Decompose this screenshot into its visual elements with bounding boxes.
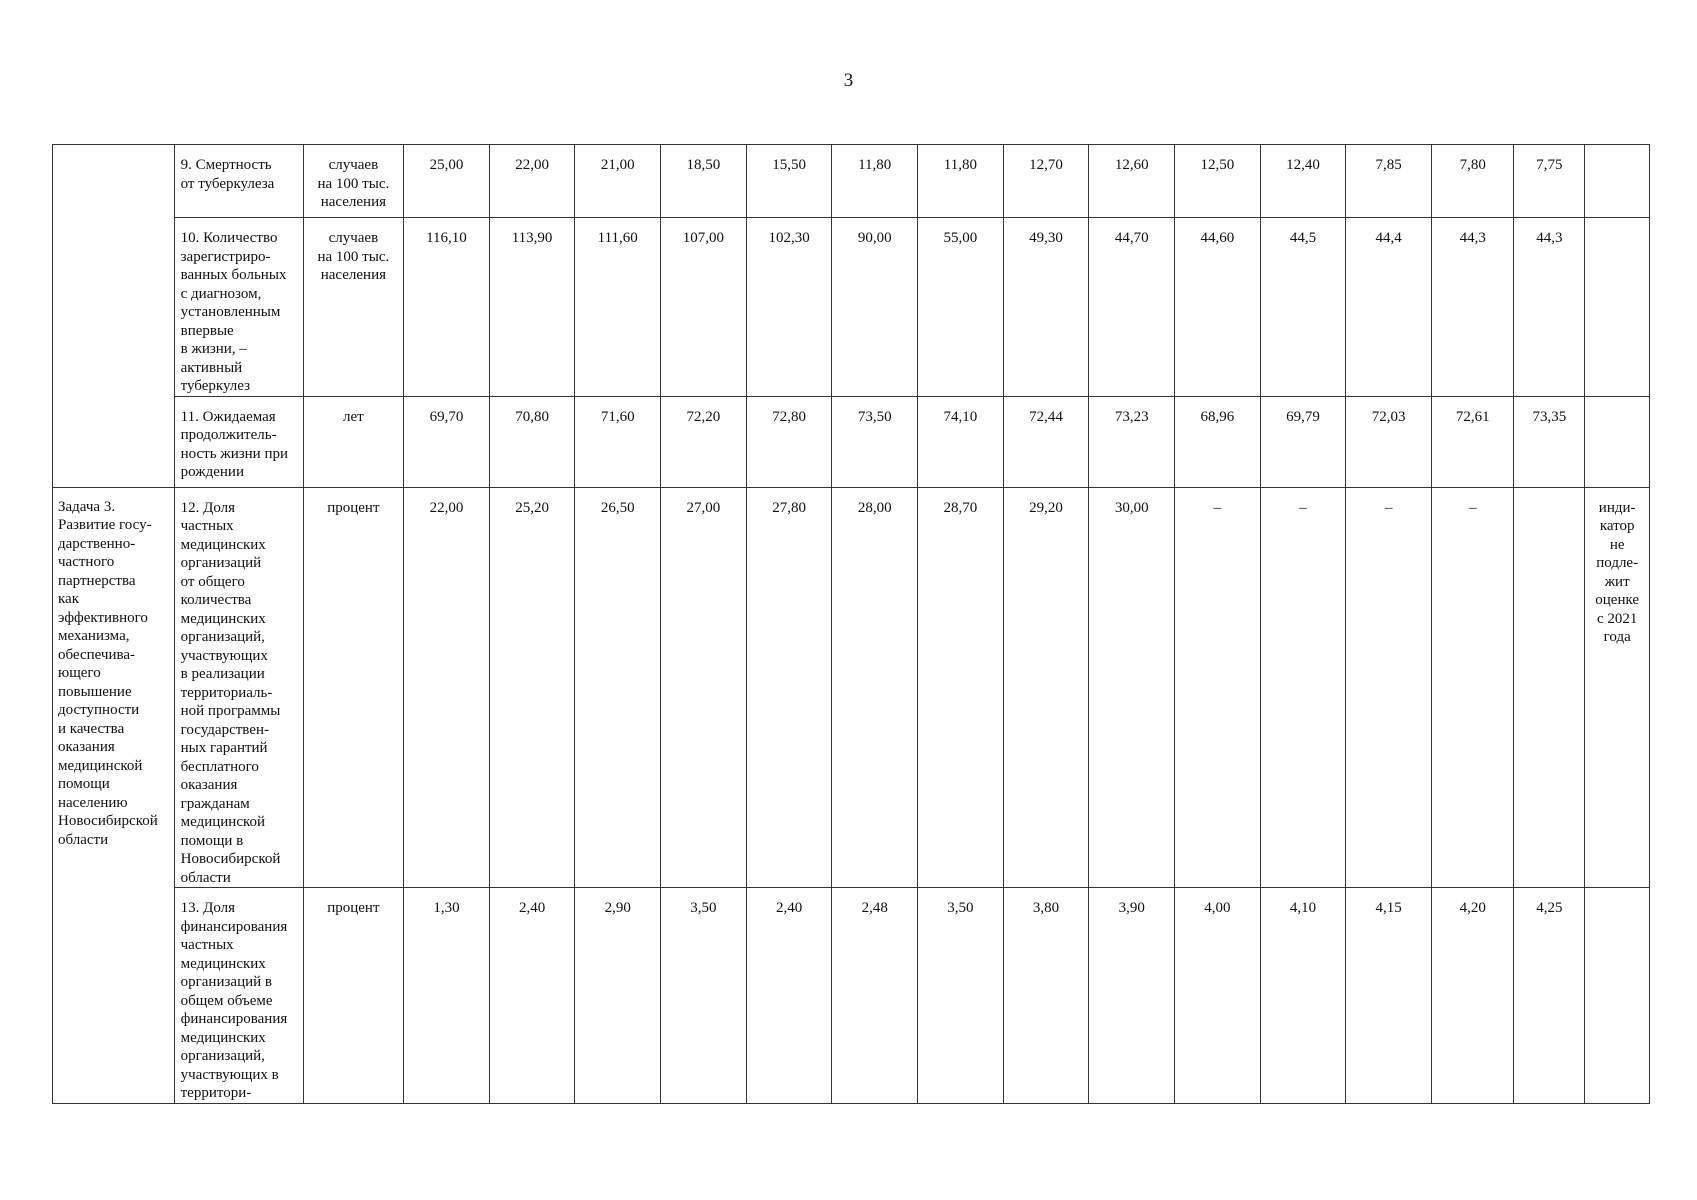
value-cell: 11,80 [918, 145, 1004, 218]
indicator-name-cell [174, 145, 303, 218]
value-cell: 113,90 [489, 218, 575, 397]
value-cell: 28,70 [918, 487, 1004, 888]
indicator-name: 11. Ожидаемая продолжитель- ность жизни при рождении [180, 408, 289, 480]
value-cell: 22,00 [404, 487, 490, 888]
value-cell: 2,90 [575, 888, 661, 1104]
value-cell: 27,00 [661, 487, 747, 888]
value-cell: 30,00 [1089, 487, 1175, 888]
value-cell: 4,25 [1514, 888, 1585, 1104]
note-cell [1585, 218, 1650, 397]
value-cell: – [1260, 487, 1346, 888]
value-cell: 3,80 [1003, 888, 1089, 1104]
unit-cell [303, 396, 403, 487]
value-cell: 90,00 [832, 218, 918, 397]
value-cell: 107,00 [661, 218, 747, 397]
note-text: инди- катор не подле- жит оценке с 2021 года [1595, 499, 1640, 645]
value-cell: 2,40 [489, 888, 575, 1104]
value-cell: 3,50 [918, 888, 1004, 1104]
value-cell: – [1175, 487, 1261, 888]
table-row [53, 487, 1650, 888]
value-cell: 72,20 [661, 396, 747, 487]
value-cell: 116,10 [404, 218, 490, 397]
value-cell: 18,50 [661, 145, 747, 218]
value-cell: 15,50 [746, 145, 832, 218]
value-cell: 44,3 [1431, 218, 1513, 397]
value-cell: – [1431, 487, 1513, 888]
value-cell: 72,61 [1431, 396, 1513, 487]
value-cell: 3,90 [1089, 888, 1175, 1104]
indicator-name: 10. Количество зарегистриро- ванных больных с диагнозом, установленным впервые в жизни, – активный туберкулез [180, 230, 287, 394]
value-cell: 25,00 [404, 145, 490, 218]
value-cell: 72,80 [746, 396, 832, 487]
value-cell: 7,75 [1514, 145, 1585, 218]
value-cell: 12,40 [1260, 145, 1346, 218]
table-row [53, 218, 1650, 397]
value-cell: 71,60 [575, 396, 661, 487]
value-cell: 72,03 [1346, 396, 1432, 487]
value-cell [1514, 487, 1585, 888]
task-3-text: Задача 3. Развитие госу- дарственно- частного партнерства как эффективного механизма, обеспечива- ющего повышение доступности и качества оказания медицинской помощи населению Новосибирской области [58, 498, 158, 848]
value-cell: 44,5 [1260, 218, 1346, 397]
page-number: 3 [843, 70, 854, 91]
value-cell: 11,80 [832, 145, 918, 218]
indicators-table [52, 144, 1650, 1104]
unit-cell [303, 487, 403, 888]
indicator-name-cell [174, 218, 303, 397]
table-row [53, 145, 1650, 218]
value-cell: 55,00 [918, 218, 1004, 397]
unit-text: случаев на 100 тыс. населения [317, 157, 390, 210]
indicator-name-cell [174, 396, 303, 487]
value-cell: 44,70 [1089, 218, 1175, 397]
value-cell: 12,70 [1003, 145, 1089, 218]
value-cell: 69,70 [404, 396, 490, 487]
unit-cell [303, 888, 403, 1104]
value-cell: 111,60 [575, 218, 661, 397]
unit-cell [303, 145, 403, 218]
indicator-name-cell [174, 888, 303, 1104]
indicator-name: 9. Смертность от туберкулеза [180, 157, 275, 192]
value-cell: 26,50 [575, 487, 661, 888]
note-cell [1585, 396, 1650, 487]
value-cell: 22,00 [489, 145, 575, 218]
value-cell: 70,80 [489, 396, 575, 487]
task-3-cell [53, 487, 175, 1103]
indicator-name-cell [174, 487, 303, 888]
note-cell [1585, 487, 1650, 888]
value-cell: 44,4 [1346, 218, 1432, 397]
unit-cell [303, 218, 403, 397]
indicator-name: 13. Доля финансирования частных медицинских организаций в общем объеме финансирования медицинских организаций, участвующих в территори- [180, 900, 288, 1101]
unit-text: процент [327, 499, 380, 516]
value-cell: 44,60 [1175, 218, 1261, 397]
value-cell: 73,23 [1089, 396, 1175, 487]
note-cell [1585, 145, 1650, 218]
table-row [53, 888, 1650, 1104]
task-cell-empty [53, 145, 175, 488]
value-cell: 74,10 [918, 396, 1004, 487]
table-row [53, 396, 1650, 487]
value-cell: 12,50 [1175, 145, 1261, 218]
value-cell: 27,80 [746, 487, 832, 888]
value-cell: 7,80 [1431, 145, 1513, 218]
value-cell: 21,00 [575, 145, 661, 218]
unit-text: лет [343, 408, 364, 425]
value-cell: 4,15 [1346, 888, 1432, 1104]
value-cell: 73,35 [1514, 396, 1585, 487]
value-cell: 2,40 [746, 888, 832, 1104]
value-cell: – [1346, 487, 1432, 888]
value-cell: 4,20 [1431, 888, 1513, 1104]
value-cell: 44,3 [1514, 218, 1585, 397]
value-cell: 68,96 [1175, 396, 1261, 487]
value-cell: 102,30 [746, 218, 832, 397]
value-cell: 3,50 [661, 888, 747, 1104]
value-cell: 73,50 [832, 396, 918, 487]
value-cell: 29,20 [1003, 487, 1089, 888]
value-cell: 72,44 [1003, 396, 1089, 487]
value-cell: 1,30 [404, 888, 490, 1104]
value-cell: 12,60 [1089, 145, 1175, 218]
value-cell: 7,85 [1346, 145, 1432, 218]
value-cell: 4,10 [1260, 888, 1346, 1104]
unit-text: процент [327, 900, 380, 916]
indicator-name: 12. Доля частных медицинских организаций от общего количества медицинских организаций, участвующих в реализации территориаль- ной программы государствен- ных гарантий бесплатного оказания гражданам медицинской помощи в Новосибирской области [180, 499, 281, 886]
value-cell: 4,00 [1175, 888, 1261, 1104]
value-cell: 28,00 [832, 487, 918, 888]
value-cell: 2,48 [832, 888, 918, 1104]
note-cell [1585, 888, 1650, 1104]
value-cell: 69,79 [1260, 396, 1346, 487]
value-cell: 25,20 [489, 487, 575, 888]
unit-text: случаев на 100 тыс. населения [317, 230, 390, 283]
value-cell: 49,30 [1003, 218, 1089, 397]
